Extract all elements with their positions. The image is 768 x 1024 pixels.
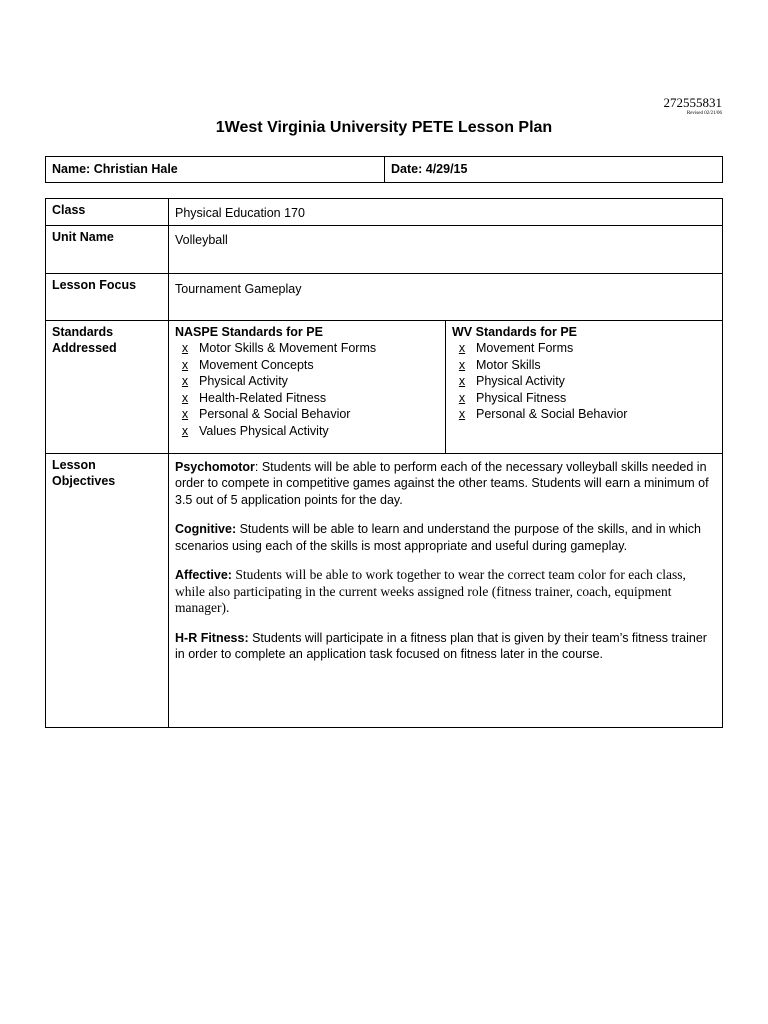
- wv-check-mark: x: [458, 374, 466, 388]
- naspe-item: [175, 340, 439, 357]
- hr-fitness-objective: [175, 630, 716, 663]
- naspe-item-label: Movement Concepts: [199, 357, 314, 372]
- objectives-label: [46, 453, 169, 727]
- name-label: Name:: [52, 162, 91, 176]
- objectives-content: [169, 453, 723, 727]
- naspe-item: [175, 406, 439, 423]
- naspe-item-label: Personal & Social Behavior: [199, 407, 351, 421]
- objectives-label-line2: Objectives: [52, 474, 116, 488]
- naspe-item-label: Values Physical Activity: [199, 423, 329, 438]
- affective-objective: [175, 567, 716, 617]
- wv-item: [452, 373, 716, 390]
- wv-check-mark: x: [458, 357, 466, 372]
- hr-fitness-text: Students will participate in a fitness plan that is given by their team’s fitness trainer in order to complete an application task focused on fitness later in the course.: [175, 630, 707, 661]
- standards-label: [46, 320, 169, 453]
- wv-check-mark: x: [458, 341, 466, 355]
- psychomotor-label: Psychomotor: [175, 459, 255, 474]
- wv-item-label: Personal & Social Behavior: [476, 407, 628, 421]
- unit-name-value: Volleyball: [169, 225, 723, 273]
- wv-item-label: Motor Skills: [476, 357, 541, 372]
- wv-item-label: Physical Fitness: [476, 390, 567, 405]
- naspe-item-label: Physical Activity: [199, 374, 288, 388]
- naspe-item: [175, 423, 439, 440]
- affective-text: Students will be able to work together to wear the correct team color for each class, while also participating in the current weeks assigned role (fitness trainer, coach, equipment manager).: [175, 567, 686, 615]
- naspe-check-mark: x: [181, 341, 189, 355]
- cognitive-text: Students will be able to learn and understand the purpose of the skills, and in which scenarios using each of the skills is most appropriate and useful during gameplay.: [175, 522, 701, 553]
- standards-label-line1: Standards: [52, 324, 114, 339]
- name-cell: [46, 157, 385, 183]
- naspe-item-label: Motor Skills & Movement Forms: [199, 341, 377, 355]
- date-cell: [385, 157, 723, 183]
- class-label: Class: [46, 199, 169, 226]
- lesson-focus-value: Tournament Gameplay: [169, 273, 723, 320]
- lesson-focus-label: Lesson Focus: [46, 273, 169, 320]
- naspe-check-mark: x: [181, 423, 189, 438]
- date-value: 4/29/15: [425, 162, 468, 176]
- naspe-check-mark: x: [181, 390, 189, 405]
- header-table: [45, 156, 723, 183]
- psychomotor-text: : Students will be able to perform each of the necessary volleyball skills needed in order to compete in competitive games against the other teams. Students will earn a minimum of 3.5 out of 5 application points for the day.: [175, 459, 709, 507]
- standards-label-line2: Addressed: [52, 341, 117, 355]
- wv-standards: [446, 320, 723, 453]
- class-value: Physical Education 170: [169, 199, 723, 226]
- naspe-check-mark: x: [181, 357, 189, 372]
- hr-fitness-label: H-R Fitness:: [175, 630, 249, 645]
- naspe-item: [175, 357, 439, 374]
- wv-check-mark: x: [458, 390, 466, 405]
- cognitive-label: Cognitive:: [175, 522, 237, 536]
- unit-name-label: Unit Name: [46, 225, 169, 273]
- lesson-plan-table: [45, 198, 723, 728]
- wv-check-mark: x: [458, 407, 466, 421]
- psychomotor-objective: [175, 459, 716, 509]
- document-id: 272555831: [663, 95, 722, 110]
- objectives-label-line1: Lesson: [52, 457, 96, 472]
- wv-item-label: Movement Forms: [476, 341, 574, 355]
- naspe-title: NASPE Standards for PE: [175, 324, 323, 339]
- revised-date: Revised 02/21/06: [686, 111, 722, 116]
- wv-item: [452, 390, 716, 407]
- naspe-item: [175, 390, 439, 407]
- naspe-item-label: Health-Related Fitness: [199, 390, 327, 405]
- affective-label: Affective:: [175, 568, 232, 582]
- wv-item-label: Physical Activity: [476, 374, 565, 388]
- cognitive-objective: [175, 521, 716, 554]
- wv-title: WV Standards for PE: [452, 324, 578, 339]
- naspe-check-mark: x: [181, 407, 189, 421]
- naspe-item: [175, 373, 439, 390]
- wv-item: [452, 340, 716, 357]
- naspe-check-mark: x: [181, 374, 189, 388]
- name-value: Christian Hale: [93, 162, 178, 176]
- wv-item: [452, 357, 716, 374]
- naspe-standards: [169, 320, 446, 453]
- page-title: 1West Virginia University PETE Lesson Plan: [215, 119, 553, 136]
- date-label: Date:: [391, 162, 423, 176]
- wv-item: [452, 406, 716, 423]
